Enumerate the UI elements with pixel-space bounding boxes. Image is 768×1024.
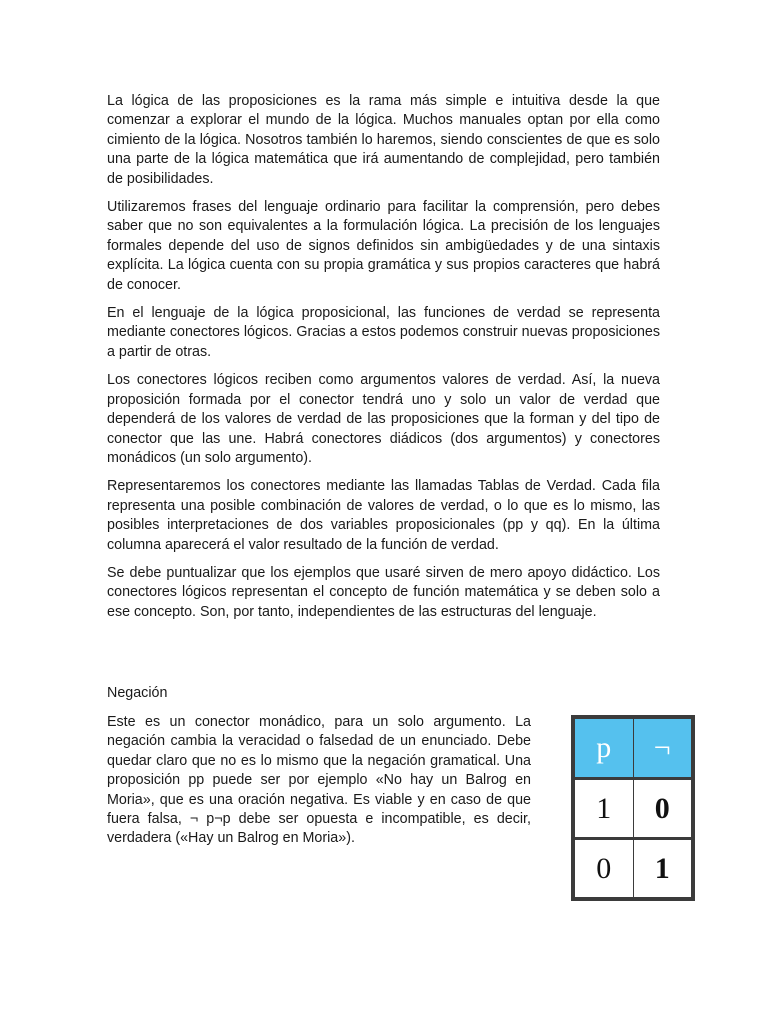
header-p: p: [575, 719, 634, 779]
paragraph-6: Se debe puntualizar que los ejemplos que usaré sirven de mero apoyo didáctico. Los conectores lógicos representan el concepto de función matemática y se deben solo a ese concepto. Son, por tanto, independientes de las estructuras del lenguaje.: [107, 564, 660, 620]
negation-heading: Negación: [107, 685, 168, 701]
paragraph-3: En el lenguaje de la lógica proposicional, las funciones de verdad se representa mediante conectores lógicos. Gracias a estos podemos construir nuevas proposiciones a partir de otras.: [107, 305, 660, 360]
paragraph-1: La lógica de las proposiciones es la rama más simple e intuitiva desde la que comenzar a explorar el mundo de la lógica. Muchos manuales optan por ella como cimiento de la lógica. Nosotros también lo haremos, siendo conscientes de que es solo una parte de la lógica matemática que irá aumentando de complejidad, pero también de posibilidades.: [107, 93, 660, 187]
cell-p-row1: 1: [575, 779, 634, 839]
cell-neg-row1: 0: [633, 779, 692, 839]
table-row: [575, 839, 692, 898]
negation-truth-table: [571, 715, 695, 901]
cell-p-row2: 0: [575, 839, 634, 898]
negation-paragraph: Este es un conector monádico, para un solo argumento. La negación cambia la veracidad o falsedad de un enunciado. Debe quedar claro que no es lo mismo que la negación gramatical. Una proposición pp puede ser por ejemplo «No hay un Balrog en Moria», que es una oración negativa. Es viable y en caso de que fuera falsa, ¬ p¬p debe ser opuesta e incompatible, es decir, verdadera («Hay un Balrog en Moria»).: [107, 714, 531, 847]
table-row: [575, 779, 692, 839]
paragraph-5: Representaremos los conectores mediante las llamadas Tablas de Verdad. Cada fila representa una posible combinación de valores de verdad, o lo que es lo mismo, las posibles interpretaciones de dos variables proposicionales (pp y qq). En la última columna aparecerá el valor resultado de la función de verdad.: [107, 478, 660, 553]
paragraph-4: Los conectores lógicos reciben como argumentos valores de verdad. Así, la nueva proposición formada por el conector tendrá uno y solo un valor de verdad que dependerá de los valores de verdad de las proposiciones que la forman y del tipo de conector que las une. Habrá conectores diádicos (dos argumentos) y conectores monádicos (un solo argumento).: [107, 372, 660, 466]
paragraph-2: Utilizaremos frases del lenguaje ordinario para facilitar la comprensión, pero debes saber que no son equivalentes a la formulación lógica. La precisión de los lenguajes formales depende del uso de signos definidos sin ambigüedades y de una sintaxis explícita. La lógica cuenta con su propia gramática y sus propios caracteres que habrá de conocer.: [107, 199, 660, 293]
intro-text: [107, 92, 660, 631]
header-negation: ¬: [633, 719, 692, 779]
table-header-row: [575, 719, 692, 779]
truth-table: [574, 718, 692, 898]
cell-neg-row2: 1: [633, 839, 692, 898]
